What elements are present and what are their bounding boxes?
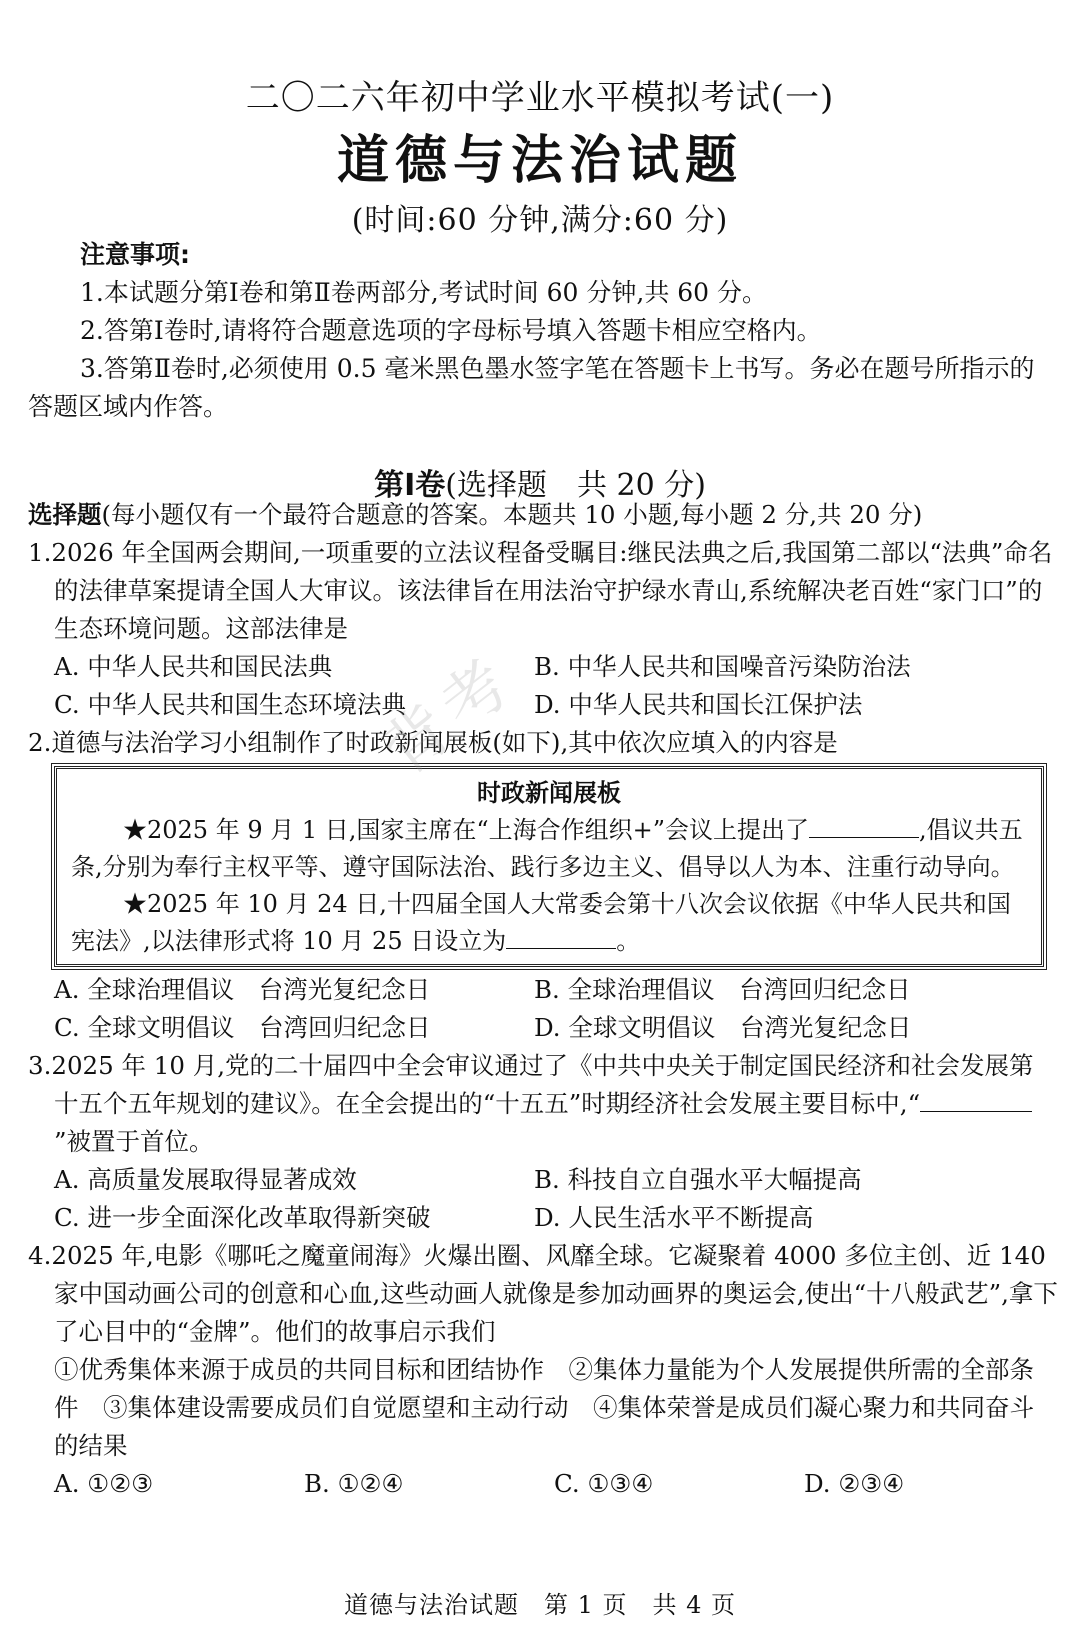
notes-section [28,236,1058,426]
option-a: A. 高质量发展取得显著成效 [54,1165,357,1194]
section-title-rest: (选择题 共 20 分) [445,468,706,503]
option-b: B. ①②④ [304,1469,404,1498]
option-b: B. 科技自立自强水平大幅提高 [534,1165,862,1194]
question-3-stem-a: 3.2025 年 10 月,党的二十届四中全会审议通过了《中共中央关于制定国民经济和社会发展第十五个五年规划的建议》。在全会提出的“十五五”时期经济社会发展主要目标中,“ [28,1051,1034,1118]
question-4-statements: ①优秀集体来源于成员的共同目标和团结协作 ②集体力量能为个人发展提供所需的全部条件 ③集体建设需要成员们自觉愿望和主动行动 ④集体荣誉是成员们凝心聚力和共同奋斗的结果 [54,1355,1034,1460]
mcq-heading-rest: (每小题仅有一个最符合题意的答案。本题共 10 小题,每小题 2 分,共 20 分) [101,500,923,529]
exam-title: 二〇二六年初中学业水平模拟考试(一) [245,78,835,118]
mcq-heading-bold: 选择题 [28,500,102,529]
option-d: D. 中华人民共和国长江保护法 [534,690,863,719]
question-4-stem: 4.2025 年,电影《哪吒之魔童闹海》火爆出圈、风靡全球。它凝聚着 4000 多位主创、近 140 家中国动画公司的创意和心血,这些动画人就像是参加动画界的奥运会,使出“十八般武艺”,拿下了心目中的“金牌”。他们的故事启示我们 [28,1241,1058,1346]
question-3-stem-b: ”被置于首位。 [54,1127,214,1156]
news-item-2 [71,886,1027,960]
option-c: C. 全球文明倡议 台湾回归纪念日 [54,1013,431,1042]
news-item-1-text-a: ★2025 年 9 月 1 日,国家主席在“上海合作组织+”会议上提出了 [123,816,810,844]
question-4-options [28,1465,1058,1503]
question-1-stem: 1.2026 年全国两会期间,一项重要的立法议程备受瞩目:继民法典之后,我国第二部以“法典”命名的法律草案提请全国人大审议。该法律旨在用法治守护绿水青山,系统解决老百姓“家门口”的生态环境问题。这部法律是 [28,538,1053,643]
page-footer: 道德与法治试题 第 1 页 共 4 页 [343,1591,737,1619]
option-c: C. 进一步全面深化改革取得新突破 [54,1203,431,1232]
news-board-title: 时政新闻展板 [477,779,621,807]
option-a: A. 全球治理倡议 台湾光复纪念日 [54,975,431,1004]
subject-title: 道德与法治试题 [336,131,743,191]
news-item-2-text-a: ★2025 年 10 月 24 日,十四届全国人大常委会第十八次会议依据《中华人民共和国宪法》,以法律形式将 10 月 25 日设立为 [71,890,1011,955]
option-d: D. ②③④ [804,1469,905,1498]
notes-heading: 注意事项: [80,240,190,269]
watermark: 背考 [369,640,532,791]
note-item: 1.本试题分第Ⅰ卷和第Ⅱ卷两部分,考试时间 60 分钟,共 60 分。 [80,278,768,307]
time-info: (时间:60 分钟,满分:60 分) [351,203,729,238]
question-2-stem: 2.道德与法治学习小组制作了时政新闻展板(如下),其中依次应填入的内容是 [28,728,838,757]
answer-blank [920,1089,1032,1112]
question-1-options [28,686,1058,724]
option-c: C. ①③④ [554,1469,654,1498]
option-d: D. 全球文明倡议 台湾光复纪念日 [534,1013,912,1042]
question-3-options [28,1199,1058,1237]
option-d: D. 人民生活水平不断提高 [534,1203,814,1232]
mcq-heading [28,496,1058,534]
news-item-1 [71,812,1027,886]
note-item: 2.答第Ⅰ卷时,请将符合题意选项的字母标号填入答题卡相应空格内。 [80,316,822,345]
option-a: A. 中华人民共和国民法典 [54,652,333,681]
answer-blank [506,926,616,949]
section-title-bold: 第Ⅰ卷 [374,468,446,503]
question-2-options [28,971,1058,1009]
question-3-options [28,1161,1058,1199]
option-c: C. 中华人民共和国生态环境法典 [54,690,406,719]
question-1-options [28,648,1058,686]
note-item: 3.答第Ⅱ卷时,必须使用 0.5 毫米黑色墨水签字笔在答题卡上书写。务必在题号所指示的答题区域内作答。 [28,354,1035,421]
option-a: A. ①②③ [54,1469,154,1498]
news-item-1-text-b: ,倡议共五条,分别为奉行主权平等、遵守国际法治、践行多边主义、倡导以人为本、注重行动导向。 [71,816,1023,881]
news-item-2-text-b: 。 [616,927,641,955]
questions-section [28,496,1058,1503]
answer-blank [809,815,919,838]
option-b: B. 全球治理倡议 台湾回归纪念日 [534,975,911,1004]
news-board [54,766,1044,967]
question-2-options [28,1009,1058,1047]
option-b: B. 中华人民共和国噪音污染防治法 [534,652,911,681]
question-3-stem [28,1047,1058,1161]
